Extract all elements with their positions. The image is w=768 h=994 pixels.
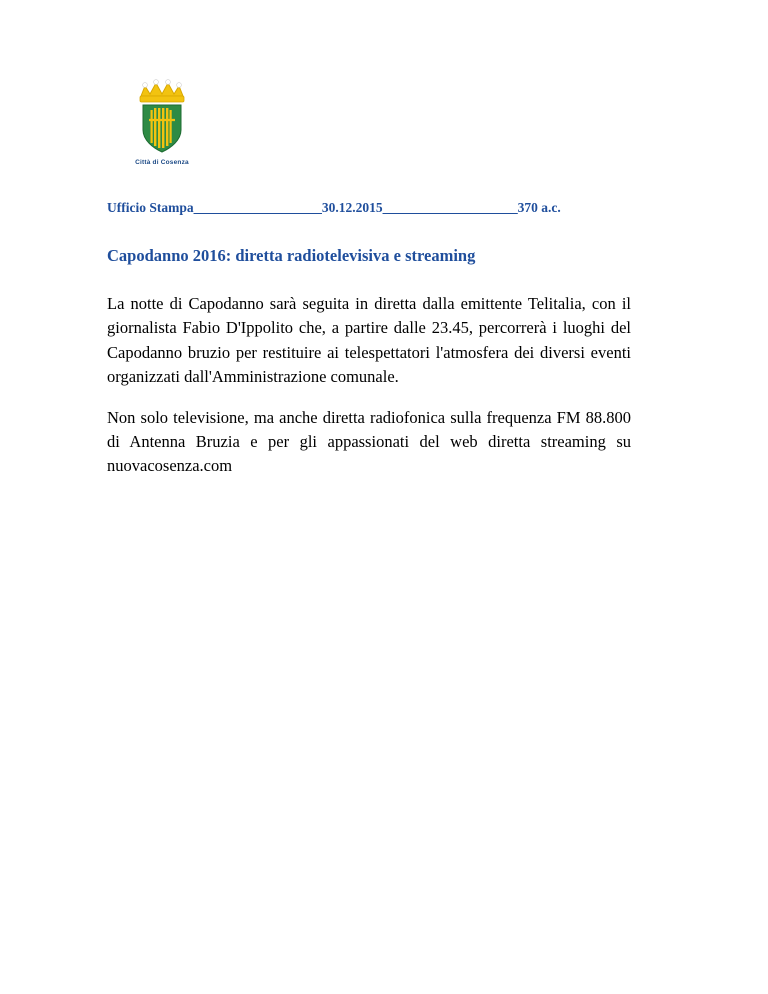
header-date: 30.12.2015 <box>321 200 383 215</box>
header-separator-1: ___________________ <box>193 200 322 215</box>
paragraph-2: Non solo televisione, ma anche diretta radiofonica sulla frequenza FM 88.800 di Antenna Bruzia e per gli appassionati del web diretta streaming su nuovacosenza.com <box>107 407 631 475</box>
header-reference: 370 a.c. <box>517 200 561 215</box>
document-content <box>107 78 631 495</box>
press-office-label: Ufficio Stampa <box>107 200 194 215</box>
crest-caption: Città di Cosenza <box>135 159 189 166</box>
press-office-header <box>107 200 631 216</box>
page-title: Capodanno 2016: diretta radiotelevisiva e streaming <box>107 246 476 265</box>
coat-of-arms-icon <box>119 78 205 158</box>
city-crest-logo <box>119 78 205 170</box>
header-separator-2: ____________________ <box>382 200 518 215</box>
paragraph-1: La notte di Capodanno sarà seguita in diretta dalla emittente Telitalia, con il giornalista Fabio D'Ippolito che, a partire dalle 23.45, percorrerà i luoghi del Capodanno bruzio per restituire ai telespettatori l'atmosfera dei diversi eventi organizzati dall'Amministrazione comunale. <box>107 294 631 386</box>
